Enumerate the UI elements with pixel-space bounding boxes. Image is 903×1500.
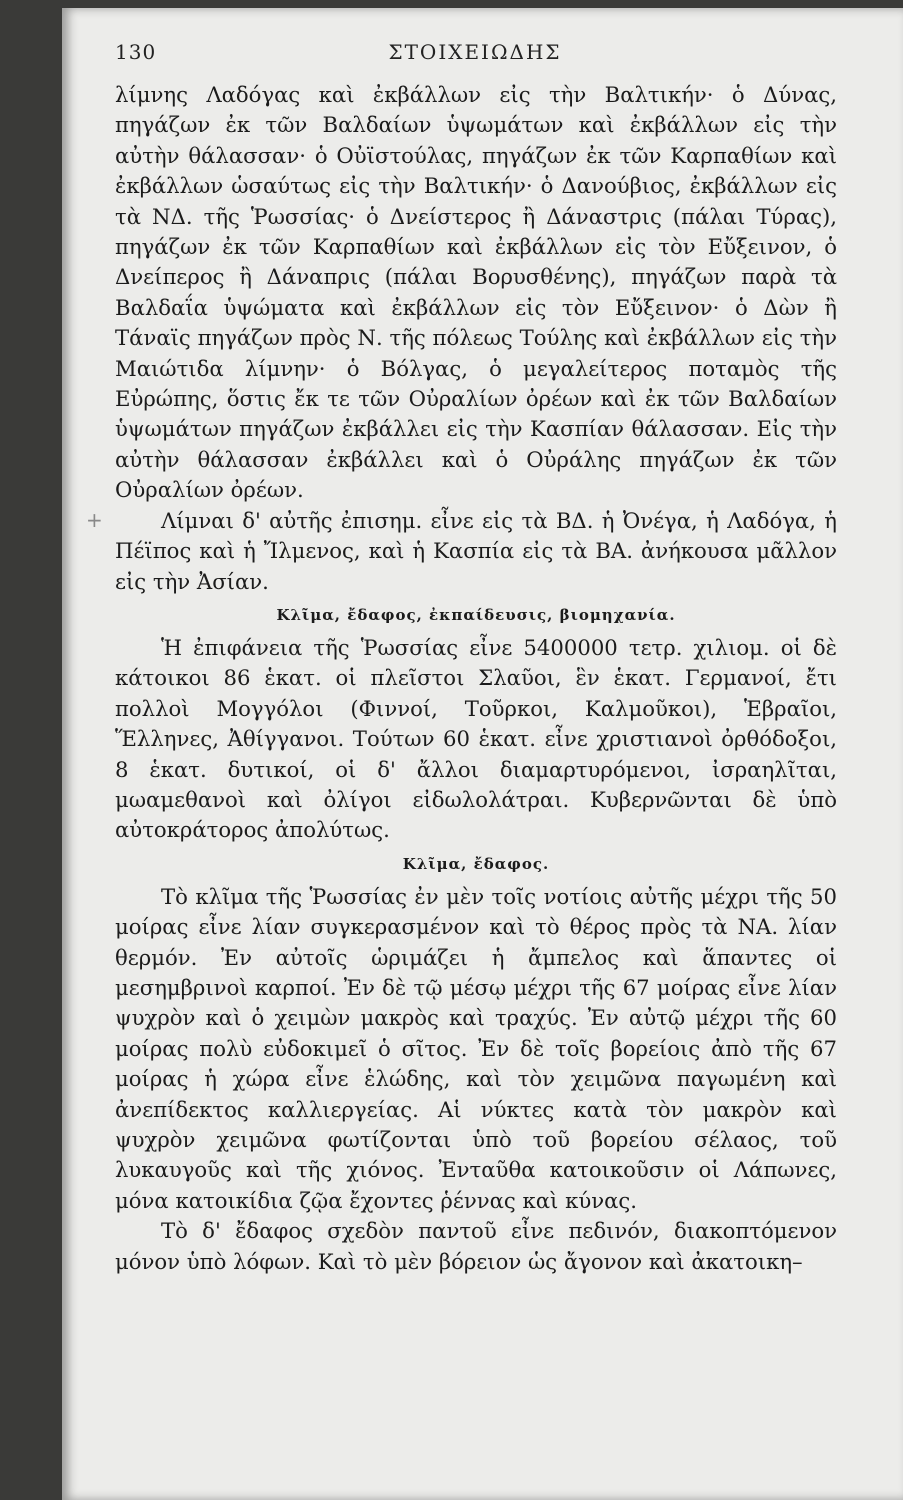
paragraph-soil: Τὸ δ' ἔδαφος σχεδὸν παντοῦ εἶνε πεδινόν, διακοπτόμενον μόνον ὑπὸ λόφων. Καὶ τὸ μὲν βόρειον ὡς ἄγονον καὶ ἀκατοικη– (115, 1218, 837, 1274)
paragraph-lakes: Λίμναι δ' αὐτῆς ἐπισημ. εἶνε εἰς τὰ ΒΔ. ἡ Ὀνέγα, ἡ Λαδόγα, ἡ Πέϊπος καὶ ἡ Ἴλμενος, καὶ ἡ Κασπία εἰς τὰ ΒΑ. ἀνήκουσα μᾶλλον εἰς τὴν Ἀσίαν. (115, 507, 837, 594)
margin-mark: + (86, 508, 103, 532)
page-header (115, 40, 835, 68)
paragraph-rivers: λίμνης Λαδόγας καὶ ἐκβάλλων εἰς τὴν Βαλτικήν· ὁ Δύνας, πηγάζων ἐκ τῶν Βαλδαίων ὑψωμάτων καὶ ἐκβάλλων εἰς τὴν αὐτὴν θάλασσαν· ὁ Οὐϊστούλας, πηγάζων ἐκ τῶν Καρπαθίων καὶ ἐκβάλλων ὡσαύτως εἰς τὴν Βαλτικήν· ὁ Δανούβιος, ἐκβάλλων εἰς τὰ ΝΔ. τῆς Ῥωσσίας· ὁ Δνείστερος ἢ Δάναστρις (πάλαι Τύρας), πηγάζων ἐκ τῶν Καρπαθίων καὶ ἐκβάλλων εἰς τὸν Εὔξεινον, ὁ Δνείπερος ἢ Δάναπρις (πάλαι Βορυσθένης), πηγάζων παρὰ τὰ Βαλδαΐα ὑψώματα καὶ ἐκβάλλων εἰς τὸν Εὔξεινον· ὁ Δὼν ἢ Τάναϊς πηγάζων πρὸς Ν. τῆς πόλεως Τούλης καὶ ἐκβάλλων εἰς τὴν Μαιώτιδα λίμνην· ὁ Βόλγας, ὁ μεγαλείτερος ποταμὸς τῆς Εὐρώπης, ὅστις ἔκ τε τῶν Οὐραλίων ὀρέων καὶ ἐκ τῶν Βαλδαίων ὑψωμάτων πηγάζων ἐκβάλλει εἰς τὴν Κασπίαν θάλασσαν. Εἰς τὴν αὐτὴν θάλασσαν ἐκβάλλει καὶ ὁ Οὐράλης πηγάζων ἐκ τῶν Οὐραλίων ὀρέων. (115, 82, 837, 503)
running-title: ΣΤΟΙΧΕΙΩΔΗΣ (388, 40, 562, 64)
page-number: 130 (115, 40, 157, 64)
paragraph-climate: Τὸ κλῖμα τῆς Ῥωσσίας ἐν μὲν τοῖς νοτίοις αὐτῆς μέχρι τῆς 50 μοίρας εἶνε λίαν συγκερασμένον καὶ τὸ θέρος πρὸς τὰ ΝΑ. λίαν θερμόν. Ἐν αὐτοῖς ὡριμάζει ἡ ἄμπελος καὶ ἅπαντες οἱ μεσημβρινοὶ καρποί. Ἐν δὲ τῷ μέσῳ μέχρι τῆς 67 μοίρας εἶνε λίαν ψυχρὸν καὶ ὁ χειμὼν μακρὸς καὶ τραχύς. Ἐν αὐτῷ μέχρι τῆς 60 μοίρας πολὺ εὐδοκιμεῖ ὁ σῖτος. Ἐν δὲ τοῖς βορείοις ἀπὸ τῆς 67 μοίρας ἡ χώρα εἶνε ἑλώδης, καὶ τὸν χειμῶνα παγωμένη καὶ ἀνεπίδεκτος καλλιεργείας. Αἱ νύκτες κατὰ τὸν μακρὸν καὶ ψυχρὸν χειμῶνα φωτίζονται ὑπὸ τοῦ βορείου σέλαος, τοῦ λυκαυγοῦς καὶ τῆς χιόνος. Ἐνταῦθα κατοικοῦσιν οἱ Λάπωνες, μόνα κατοικίδια ζῷα ἔχοντες ῥέννας καὶ κύνας. (115, 883, 837, 1213)
section-heading-climate-soil-education-industry: Κλῖμα, ἔδαφος, ἐκπαίδευσις, βιομηχανία. (276, 605, 676, 624)
section-heading-climate-soil: Κλῖμα, ἔδαφος. (402, 854, 550, 873)
paragraph-population: Ἡ ἐπιφάνεια τῆς Ῥωσσίας εἶνε 5400000 τετρ. χιλιομ. οἱ δὲ κάτοικοι 86 ἑκατ. οἱ πλεῖστοι Σλαῦοι, ἓν ἑκατ. Γερμανοί, ἔτι πολλοὶ Μογγόλοι (Φιννοί, Τοῦρκοι, Καλμοῦκοι), Ἑβραῖοι, Ἕλληνες, Ἀθίγγανοι. Τούτων 60 ἑκατ. εἶνε χριστιανοὶ ὀρθόδοξοι, 8 ἑκατ. δυτικοί, οἱ δ' ἄλλοι διαμαρτυρόμενοι, ἰσραηλῖται, μωαμεθανοὶ καὶ ὀλίγοι εἰδωλολάτραι. Κυβερνῶνται δὲ ὑπὸ αὐτοκράτορος ἀπολύτως. (115, 634, 837, 843)
page-body (115, 80, 837, 1277)
